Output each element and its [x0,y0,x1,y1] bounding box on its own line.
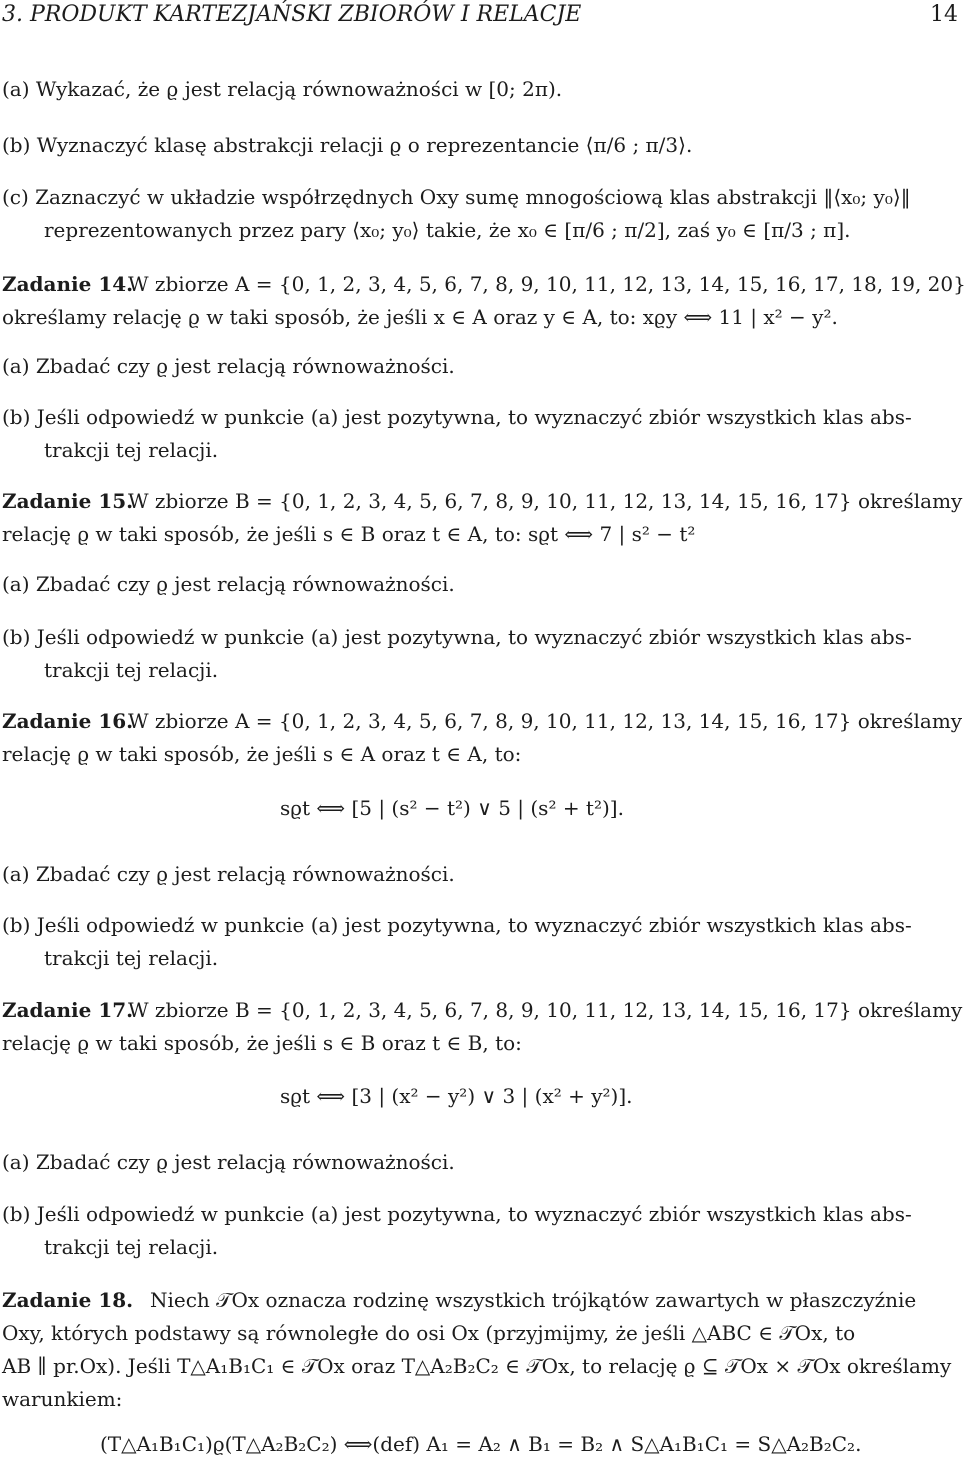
zadanie-18-text-4: warunkiem: [2,1387,123,1411]
zadanie-16-b: (b) Jeśli odpowiedź w punkcie (a) jest pozytywna, to wyznaczyć zbiór wszystkich klas abs- [2,913,912,937]
zadanie-15-b-cont: trakcji tej relacji. [44,658,219,682]
zadanie-16-formula: sϱt ⟺ [5 | (s² − t²) ∨ 5 | (s² + t²)]. [280,796,624,820]
page-number: 14 [930,2,958,27]
zadanie-15-b: (b) Jeśli odpowiedź w punkcie (a) jest pozytywna, to wyznaczyć zbiór wszystkich klas abs- [2,625,912,649]
zadanie-17-text: W zbiorze B = {0, 1, 2, 3, 4, 5, 6, 7, 8, 9, 10, 11, 12, 13, 14, 15, 16, 17} określamy [128,998,963,1022]
zadanie-18-text-2: Oxy, których podstawy są równoległe do osi Ox (przyjmijmy, że jeśli △ABC ∈ 𝒯Ox, to [2,1321,856,1345]
zadanie-15-text: W zbiorze B = {0, 1, 2, 3, 4, 5, 6, 7, 8, 9, 10, 11, 12, 13, 14, 15, 16, 17} określamy [128,489,963,513]
exercise-13-a: (a) Wykazać, że ϱ jest relacją równoważności w [0; 2π). [2,77,563,101]
zadanie-15-heading: Zadanie 15. [2,489,134,513]
exercise-13-c: (c) Zaznaczyć w układzie współrzędnych Oxy sumę mnogościową klas abstrakcji ‖⟨x₀; y₀⟩‖ [2,185,911,209]
zadanie-17-formula: sϱt ⟺ [3 | (x² − y²) ∨ 3 | (x² + y²)]. [280,1084,633,1108]
zadanie-18-text: Niech 𝒯Ox oznacza rodzinę wszystkich trójkątów zawartych w płaszczyźnie [150,1288,917,1312]
zadanie-14-text: W zbiorze A = {0, 1, 2, 3, 4, 5, 6, 7, 8, 9, 10, 11, 12, 13, 14, 15, 16, 17, 18, 19, 20} [128,272,966,296]
zadanie-16-heading: Zadanie 16. [2,709,134,733]
zadanie-14-text-cont: określamy relację ϱ w taki sposób, że jeśli x ∈ A oraz y ∈ A, to: xϱy ⟺ 11 | x² − y². [2,305,838,329]
zadanie-14-b: (b) Jeśli odpowiedź w punkcie (a) jest pozytywna, to wyznaczyć zbiór wszystkich klas abs- [2,405,912,429]
zadanie-15-a: (a) Zbadać czy ϱ jest relacją równoważności. [2,572,455,596]
zadanie-18-heading: Zadanie 18. [2,1288,134,1312]
zadanie-17-b: (b) Jeśli odpowiedź w punkcie (a) jest pozytywna, to wyznaczyć zbiór wszystkich klas abs- [2,1202,912,1226]
exercise-13-c-cont: reprezentowanych przez pary ⟨x₀; y₀⟩ takie, że x₀ ∈ [π/6 ; π/2], zaś y₀ ∈ [π/3 ; π]. [44,218,851,242]
zadanie-16-a: (a) Zbadać czy ϱ jest relacją równoważności. [2,862,455,886]
chapter-title: 3. PRODUKT KARTEZJAŃSKI ZBIORÓW I RELACJE [2,2,582,27]
zadanie-17-b-cont: trakcji tej relacji. [44,1235,219,1259]
zadanie-18-text-3: AB ∥ pr.Ox). Jeśli T△A₁B₁C₁ ∈ 𝒯Ox oraz T△A₂B₂C₂ ∈ 𝒯Ox, to relację ϱ ⊆ 𝒯Ox × 𝒯Ox określamy [2,1354,952,1378]
zadanie-18-formula: (T△A₁B₁C₁)ϱ(T△A₂B₂C₂) ⟺(def) A₁ = A₂ ∧ B₁ = B₂ ∧ S△A₁B₁C₁ = S△A₂B₂C₂. [100,1432,862,1456]
zadanie-17-a: (a) Zbadać czy ϱ jest relacją równoważności. [2,1150,455,1174]
zadanie-14-heading: Zadanie 14. [2,272,134,296]
zadanie-16-text: W zbiorze A = {0, 1, 2, 3, 4, 5, 6, 7, 8, 9, 10, 11, 12, 13, 14, 15, 16, 17} określamy [128,709,963,733]
zadanie-17-heading: Zadanie 17. [2,998,134,1022]
page-header [0,2,960,36]
zadanie-16-b-cont: trakcji tej relacji. [44,946,219,970]
zadanie-14-a: (a) Zbadać czy ϱ jest relacją równoważności. [2,354,455,378]
exercise-13-b: (b) Wyznaczyć klasę abstrakcji relacji ϱ o reprezentancie ⟨π/6 ; π/3⟩. [2,133,693,157]
zadanie-16-text-cont: relację ϱ w taki sposób, że jeśli s ∈ A oraz t ∈ A, to: [2,742,522,766]
zadanie-17-text-cont: relację ϱ w taki sposób, że jeśli s ∈ B oraz t ∈ B, to: [2,1031,522,1055]
zadanie-14-b-cont: trakcji tej relacji. [44,438,219,462]
zadanie-15-text-cont: relację ϱ w taki sposób, że jeśli s ∈ B oraz t ∈ A, to: sϱt ⟺ 7 | s² − t² [2,522,696,546]
